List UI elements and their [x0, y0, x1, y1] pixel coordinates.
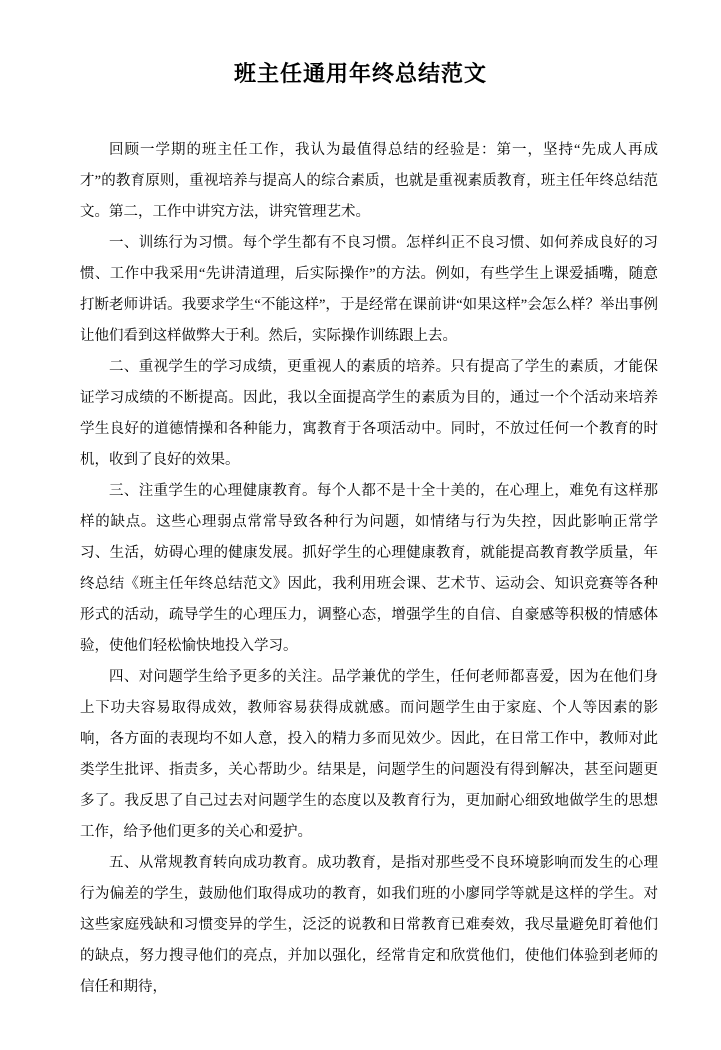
paragraph-intro: 回顾一学期的班主任工作，我认为最值得总结的经验是：第一，坚持“先成人再成才”的教育原则，重视培养与提高人的综合素质，也就是重视素质教育，班主任年终总结范文。第二，工作中讲究方法，讲究管理艺术。: [80, 142, 658, 220]
document-body: [80, 135, 658, 1003]
paragraph-section-5: 五、从常规教育转向成功教育。成功教育，是指对那些受不良环境影响而发生的心理行为偏差的学生，鼓励他们取得成功的教育，如我们班的小廖同学等就是这样的学生。对这些家庭残缺和习惯变异的学生，泛泛的说教和日常教育已难奏效，我尽量避免盯着他们的缺点，努力搜寻他们的亮点，并加以强化，经常肯定和欣赏他们，使他们体验到老师的信任和期待，: [80, 855, 658, 995]
paragraph-section-3: 三、注重学生的心理健康教育。每个人都不是十全十美的，在心理上，难免有这样那样的缺点。这些心理弱点常常导致各种行为问题，如情绪与行为失控，因此影响正常学习、生活，妨碍心理的健康发展。抓好学生的心理健康教育，就能提高教育教学质量，年终总结《班主任年终总结范文》因此，我利用班会课、艺术节、运动会、知识竞赛等各种形式的活动，疏导学生的心理压力，调整心态，增强学生的自信、自豪感等积极的情感体验，使他们轻松愉快地投入学习。: [80, 483, 658, 654]
paragraph-section-4: 四、对问题学生给予更多的关注。品学兼优的学生，任何老师都喜爱，因为在他们身上下功夫容易取得成效，教师容易获得成就感。而问题学生由于家庭、个人等因素的影响，各方面的表现均不如人意，投入的精力多而见效少。因此，在日常工作中，教师对此类学生批评、指责多，关心帮助少。结果是，问题学生的问题没有得到解决，甚至问题更多了。我反思了自己过去对问题学生的态度以及教育行为，更加耐心细致地做学生的思想工作，给予他们更多的关心和爱护。: [80, 669, 658, 840]
paragraph-section-2: 二、重视学生的学习成绩，更重视人的素质的培养。只有提高了学生的素质，才能保证学习成绩的不断提高。因此，我以全面提高学生的素质为目的，通过一个个活动来培养学生良好的道德情操和各种能力，寓教育于各项活动中。同时，不放过任何一个教育的时机，收到了良好的效果。: [80, 359, 658, 468]
paragraph-section-1: 一、训练行为习惯。每个学生都有不良习惯。怎样纠正不良习惯、如何养成良好的习惯、工作中我采用“先讲清道理，后实际操作”的方法。例如，有些学生上课爱插嘴，随意打断老师讲话。我要求学生“不能这样”，于是经常在课前讲“如果这样”会怎么样？举出事例让他们看到这样做弊大于利。然后，实际操作训练跟上去。: [80, 235, 658, 344]
document-title: 班主任通用年终总结范文: [233, 61, 487, 86]
